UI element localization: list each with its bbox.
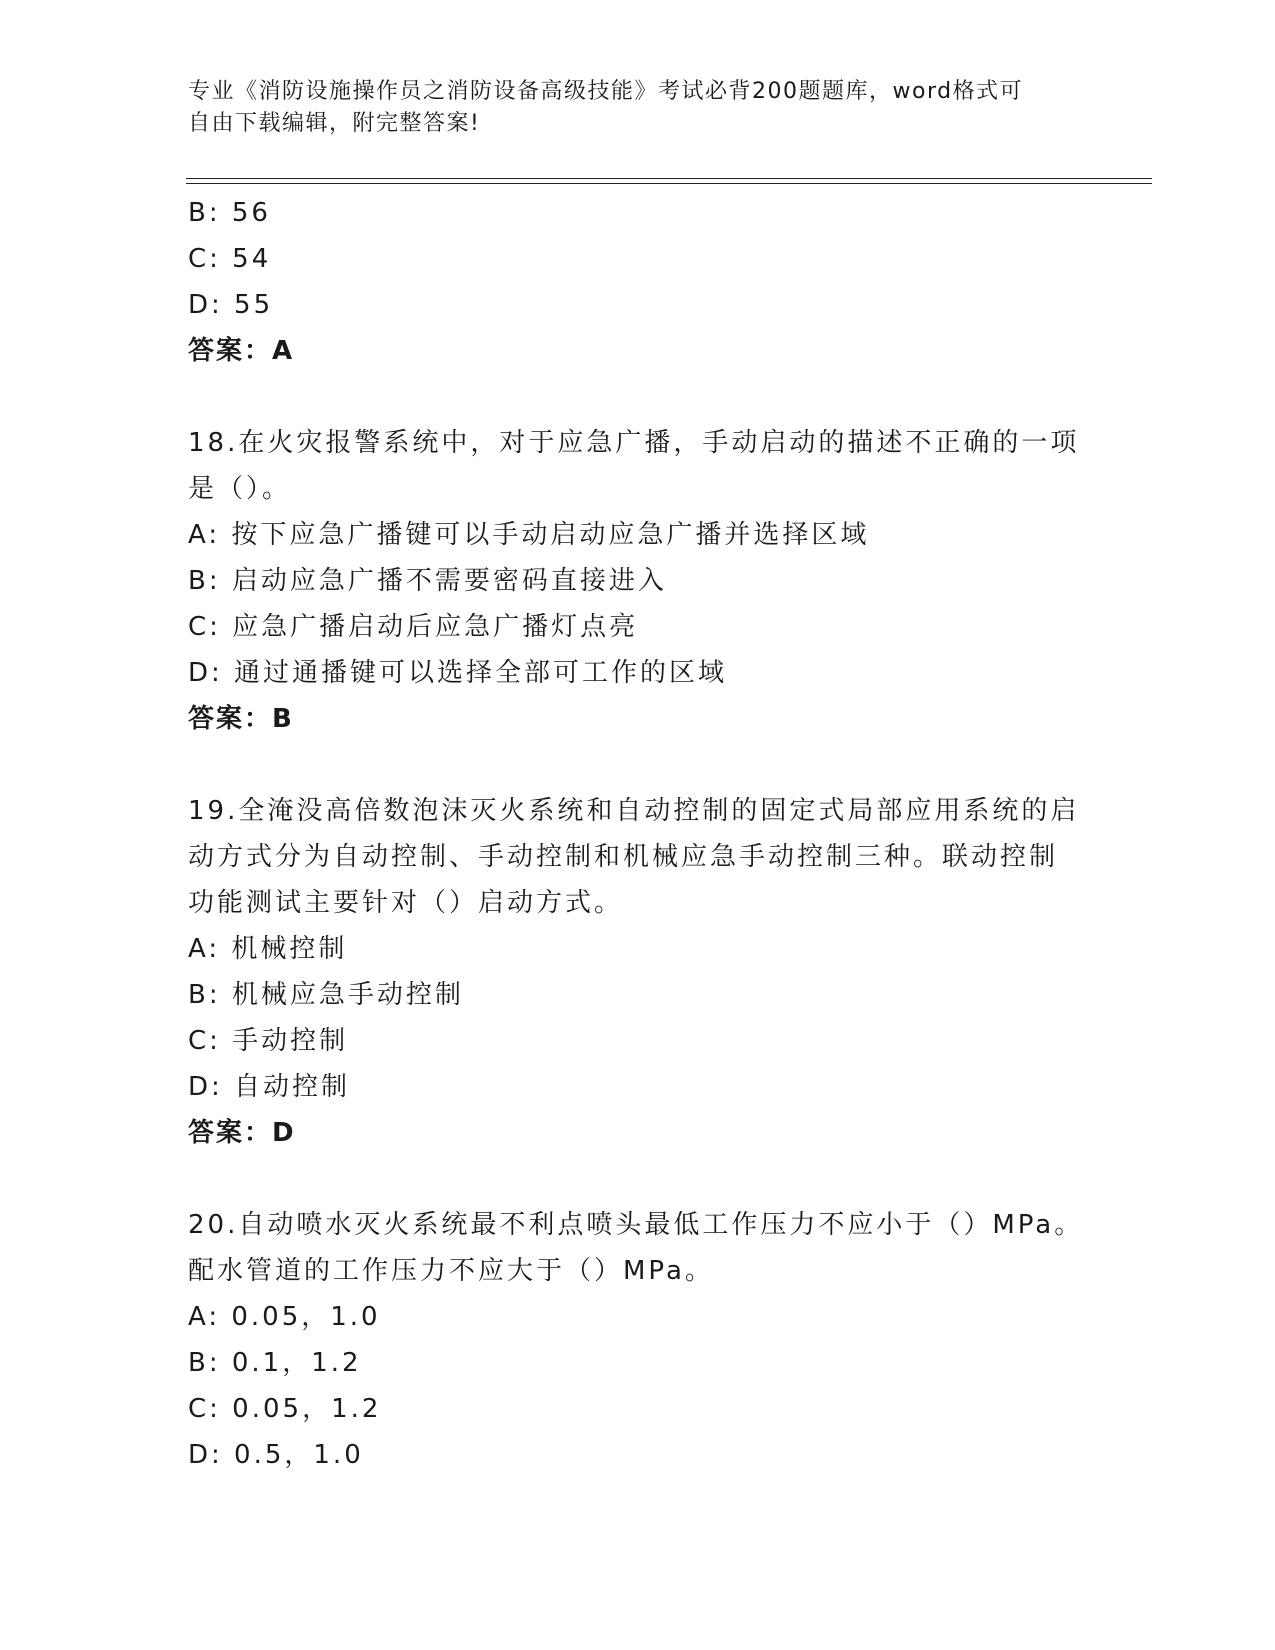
header-line-2: 自由下载编辑，附完整答案! bbox=[188, 111, 481, 136]
q17-option-d: D: 55 bbox=[188, 290, 274, 320]
q20-option-b: B: 0.1，1.2 bbox=[188, 1348, 362, 1378]
question-17-tail bbox=[188, 190, 1088, 374]
q19-option-c: C: 手动控制 bbox=[188, 1026, 349, 1056]
document-header bbox=[188, 76, 1088, 140]
question-18 bbox=[188, 420, 1088, 742]
q20-option-c: C: 0.05，1.2 bbox=[188, 1394, 382, 1424]
q18-option-d: D: 通过通播键可以选择全部可工作的区域 bbox=[188, 658, 728, 688]
question-spacer bbox=[188, 374, 1088, 420]
q18-option-b: B: 启动应急广播不需要密码直接进入 bbox=[188, 566, 667, 596]
q19-option-b: B: 机械应急手动控制 bbox=[188, 980, 464, 1010]
header-divider-top bbox=[186, 178, 1152, 179]
q20-stem-line-1: 20.自动喷水灭火系统最不利点喷头最低工作压力不应小于（）MPa。 bbox=[188, 1210, 1084, 1240]
q20-option-d: D: 0.5，1.0 bbox=[188, 1440, 364, 1470]
q18-stem-line-2: 是（）。 bbox=[188, 474, 292, 504]
q18-option-c: C: 应急广播启动后应急广播灯点亮 bbox=[188, 612, 639, 642]
question-spacer bbox=[188, 1156, 1088, 1202]
q17-option-b: B: 56 bbox=[188, 198, 271, 228]
header-line-1: 专业《消防设施操作员之消防设备高级技能》考试必背200题题库，word格式可 bbox=[188, 79, 1024, 104]
q18-stem-line-1: 18.在火灾报警系统中，对于应急广播，手动启动的描述不正确的一项 bbox=[188, 428, 1080, 458]
question-content bbox=[188, 190, 1088, 1478]
question-19 bbox=[188, 788, 1088, 1156]
q18-answer: 答案：B bbox=[188, 704, 294, 734]
q19-stem-line-1: 19.全淹没高倍数泡沫灭火系统和自动控制的固定式局部应用系统的启 bbox=[188, 796, 1080, 826]
question-20 bbox=[188, 1202, 1088, 1478]
question-spacer bbox=[188, 742, 1088, 788]
q17-option-c: C: 54 bbox=[188, 244, 272, 274]
q19-answer: 答案：D bbox=[188, 1118, 296, 1148]
header-divider-bottom bbox=[186, 183, 1152, 184]
q20-option-a: A: 0.05，1.0 bbox=[188, 1302, 381, 1332]
q19-stem-line-3: 功能测试主要针对（）启动方式。 bbox=[188, 888, 624, 918]
q19-option-d: D: 自动控制 bbox=[188, 1072, 351, 1102]
q17-answer: 答案：A bbox=[188, 336, 295, 366]
q19-option-a: A: 机械控制 bbox=[188, 934, 348, 964]
q20-stem-line-2: 配水管道的工作压力不应大于（）MPa。 bbox=[188, 1256, 714, 1286]
q19-stem-line-2: 动方式分为自动控制、手动控制和机械应急手动控制三种。联动控制 bbox=[188, 842, 1059, 872]
q18-option-a: A: 按下应急广播键可以手动启动应急广播并选择区域 bbox=[188, 520, 870, 550]
